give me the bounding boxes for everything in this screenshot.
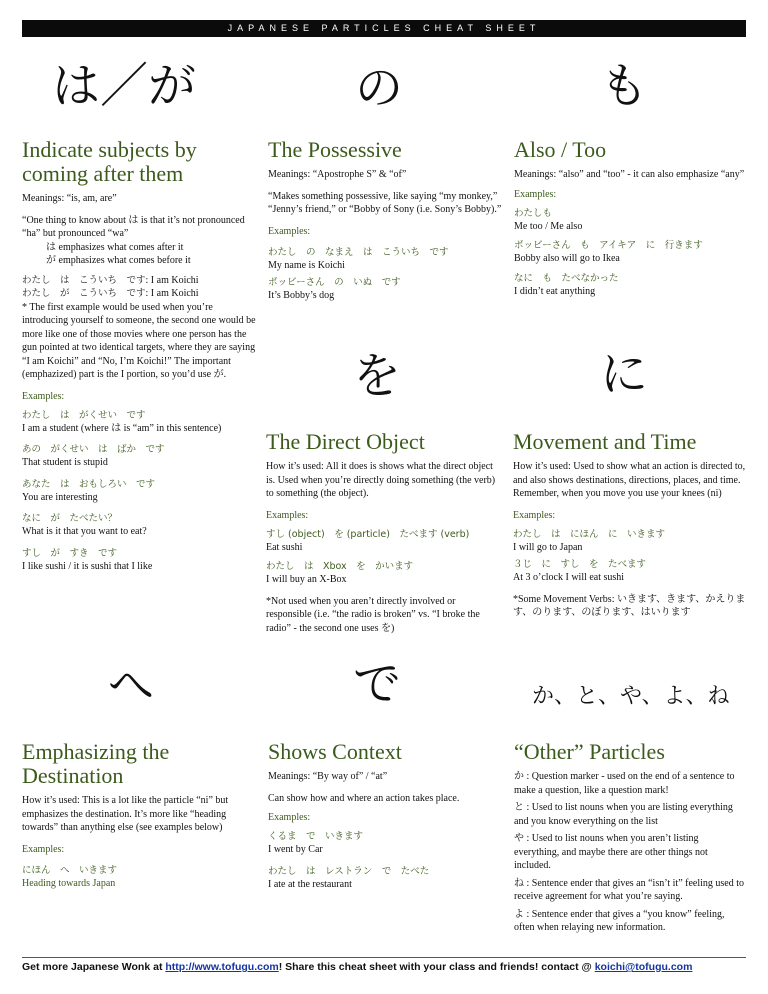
wa-ga-example-jp: すし が すき です (22, 547, 118, 559)
mo-ex1-jp: わたしも (514, 207, 553, 219)
wo-examples-label: Examples: (266, 509, 309, 521)
no-ex1-en: My name is Koichi (268, 259, 345, 271)
wa-ga-example-jp: あなた は おもしろい です (22, 478, 156, 490)
ni-desc: How it’s used: Used to show what an action is directed to, and also shows destinations, directions, places, and time. Remember, when you move you use your knees (ni) (513, 461, 746, 499)
section-de (268, 740, 504, 891)
no-ex2-jp: ボッビーさん の いぬ です (268, 277, 401, 288)
wa-ga-example-jp: なに が たべたい？ (22, 513, 118, 524)
no-desc: “Makes something possessive, like saying “my monkey,” “Jenny’s friend,” or “Bobby of Sony (i.e. Sony’s Bobby).” (268, 190, 502, 215)
section-wa-ga (22, 138, 260, 573)
he-ex1-jp: にほん へ いきます (22, 864, 118, 876)
wa-ga-example-en: I am a student (where は is “am” in this sentence) (22, 422, 222, 434)
he-desc: How it’s used: This is a lot like the particle “ni” but emphasizes the destination. It’s more like “heading towards” than anything else (see examples below) (22, 795, 229, 833)
de-ex1-en: I went by Car (268, 844, 323, 855)
wa-ga-emph2: が emphasizes what comes before it (46, 255, 191, 266)
wo-title: The Direct Object (266, 429, 425, 454)
ni-ex2-en: At 3 o’clock I will eat sushi (513, 572, 625, 583)
wa-ga-title: Indicate subjects by coming after them (22, 137, 197, 186)
ni-ex1-jp: わたし は にほん に いきます (513, 528, 666, 540)
footer-text-2: ! Share this cheat sheet with your class and friends! contact @ (278, 961, 595, 973)
wa-ga-meanings: Meanings: “is, am, are” (22, 193, 117, 204)
section-mo (514, 138, 746, 298)
section-no (268, 138, 504, 303)
footer-text-1: Get more Japanese Wonk at (22, 961, 166, 973)
other-item: と : Used to list nouns when you are listing everything and you know everything on the list (514, 802, 733, 827)
de-meanings: Meanings: “By way of” / “at” (268, 771, 388, 782)
wa-ga-emph1: は emphasizes what comes after it (46, 241, 184, 253)
de-ex1-jp: くるま で いきます (268, 831, 364, 842)
header-title: JAPANESE PARTICLES CHEAT SHEET (227, 23, 541, 33)
no-meanings: Meanings: “Apostrophe S” & “of” (268, 169, 407, 180)
wa-ga-example-en: What is it that you want to eat? (22, 526, 147, 537)
de-ex2-jp: わたし は レストラン で たべた (268, 865, 430, 877)
other-title: “Other” Particles (514, 739, 665, 764)
wa-ga-example-en: I like sushi / it is sushi that I like (22, 560, 153, 572)
mo-meanings: Meanings: “also” and “too” - it can also emphasize “any” (514, 169, 745, 180)
kana-ni: に (600, 346, 649, 402)
wo-desc: How it’s used: All it does is shows what the direct object is. Used when you’re directly doing something (the verb) to something (the object). (266, 461, 496, 499)
wa-ga-example-jp: あの がくせい は ばか です (22, 444, 165, 455)
mo-ex3-en: I didn’t eat anything (514, 285, 596, 297)
wo-ex1-en: Eat sushi (266, 541, 303, 553)
other-item: や : Used to list nouns when you aren’t listing everything, and maybe there are other things not included. (514, 833, 708, 871)
kana-no: の (355, 60, 404, 116)
mo-title: Also / Too (514, 137, 607, 162)
mo-ex3-jp: なに も たべなかった (514, 272, 619, 284)
ni-ex1-en: I will go to Japan (513, 541, 583, 553)
other-item: よ : Sentence ender that gives a “you know” feeling, often when relaying new information. (514, 908, 725, 933)
ni-title: Movement and Time (513, 429, 697, 454)
wa-ga-example-jp: わたし は がくせい です (22, 409, 146, 421)
footer (22, 957, 746, 973)
mo-ex1-en: Me too / Me also (514, 220, 583, 232)
ni-ex2-jp: ３じ に すし を たべます (513, 559, 647, 570)
mo-ex2-en: Bobby also will go to Ikea (514, 253, 620, 264)
no-examples-label: Examples: (268, 225, 311, 237)
ni-examples-label: Examples: (513, 509, 556, 521)
kana-he: へ (108, 658, 154, 712)
header-bar (22, 20, 746, 37)
wa-ga-example-en: That student is stupid (22, 457, 108, 468)
section-ni (513, 430, 746, 620)
footer-email-link[interactable]: koichi@tofugu.com (594, 961, 693, 973)
other-item: ね : Sentence ender that gives an “isn’t it” feeling used to receive agreement for what you’re saying. (514, 877, 745, 902)
other-item: か : Question marker - used on the end of a sentence to make a question, like a question mark! (514, 771, 735, 796)
ni-verbs: *Some Movement Verbs: いきます、きます、かえります、のります、のぼります、はいります (513, 593, 746, 618)
wa-ga-ex1-jp: わたし は こういち です (22, 274, 146, 286)
wo-ex2-en: I will buy an X-Box (266, 574, 347, 585)
kana-mo: も (600, 58, 649, 114)
wa-ga-example-en: You are interesting (22, 491, 98, 503)
wo-ex2-jp: わたし は Xbox を かいます (266, 561, 414, 572)
no-ex2-en: It’s Bobby’s dog (268, 290, 335, 301)
de-title: Shows Context (268, 739, 402, 764)
kana-others: か、と、や、よ、ね (532, 684, 730, 709)
section-wo (266, 430, 502, 635)
wa-ga-note: * The first example would be used when you’re introducing yourself to someone, the second one would be more like one of those movies where one person has the gun pointed at two identical targets, where they are saying “I am Koichi” and “No, I’m Koichi!” The important (emphazized) part is the I portion, so you’d use が. (22, 301, 256, 380)
he-ex1-en: Heading towards Japan (22, 877, 116, 889)
de-desc: Can show how and where an action takes place. (268, 792, 460, 804)
wa-ga-ex2-en: : I am Koichi (145, 288, 199, 299)
he-title: Emphasizing the Destination (22, 739, 170, 788)
wa-ga-ex1-en: : I am Koichi (145, 274, 199, 286)
wa-ga-intro: “One thing to know about は is that it’s not pronounced “ha” but pronounced “wa” (22, 214, 245, 239)
footer-website-link[interactable]: http://www.tofugu.com (165, 961, 279, 973)
he-examples-label: Examples: (22, 843, 65, 855)
de-ex2-en: I ate at the restaurant (268, 878, 352, 890)
kana-wa-ga: は／が (52, 58, 197, 114)
section-other (514, 740, 746, 935)
kana-de: で (353, 656, 402, 712)
kana-wo: を (353, 348, 402, 404)
wa-ga-examples-label: Examples: (22, 390, 65, 402)
no-ex1-jp: わたし の なまえ は こういち です (268, 246, 449, 258)
wa-ga-example-list (22, 409, 260, 574)
mo-ex2-jp: ボッビーさん も アイキア に 行きます (514, 240, 703, 251)
mo-examples-label: Examples: (514, 188, 557, 200)
wo-ex1-jp: すし (object) を (particle) たべます (verb) (266, 528, 470, 540)
wa-ga-ex2-jp: わたし が こういち です (22, 288, 146, 299)
wo-note: *Not used when you aren’t directly involved or responsible (i.e. “the radio is broken” vs. “I broke the radio” - the second one uses を) (266, 595, 480, 634)
de-examples-label: Examples: (268, 812, 311, 823)
section-he (22, 740, 260, 890)
no-title: The Possessive (268, 137, 402, 162)
